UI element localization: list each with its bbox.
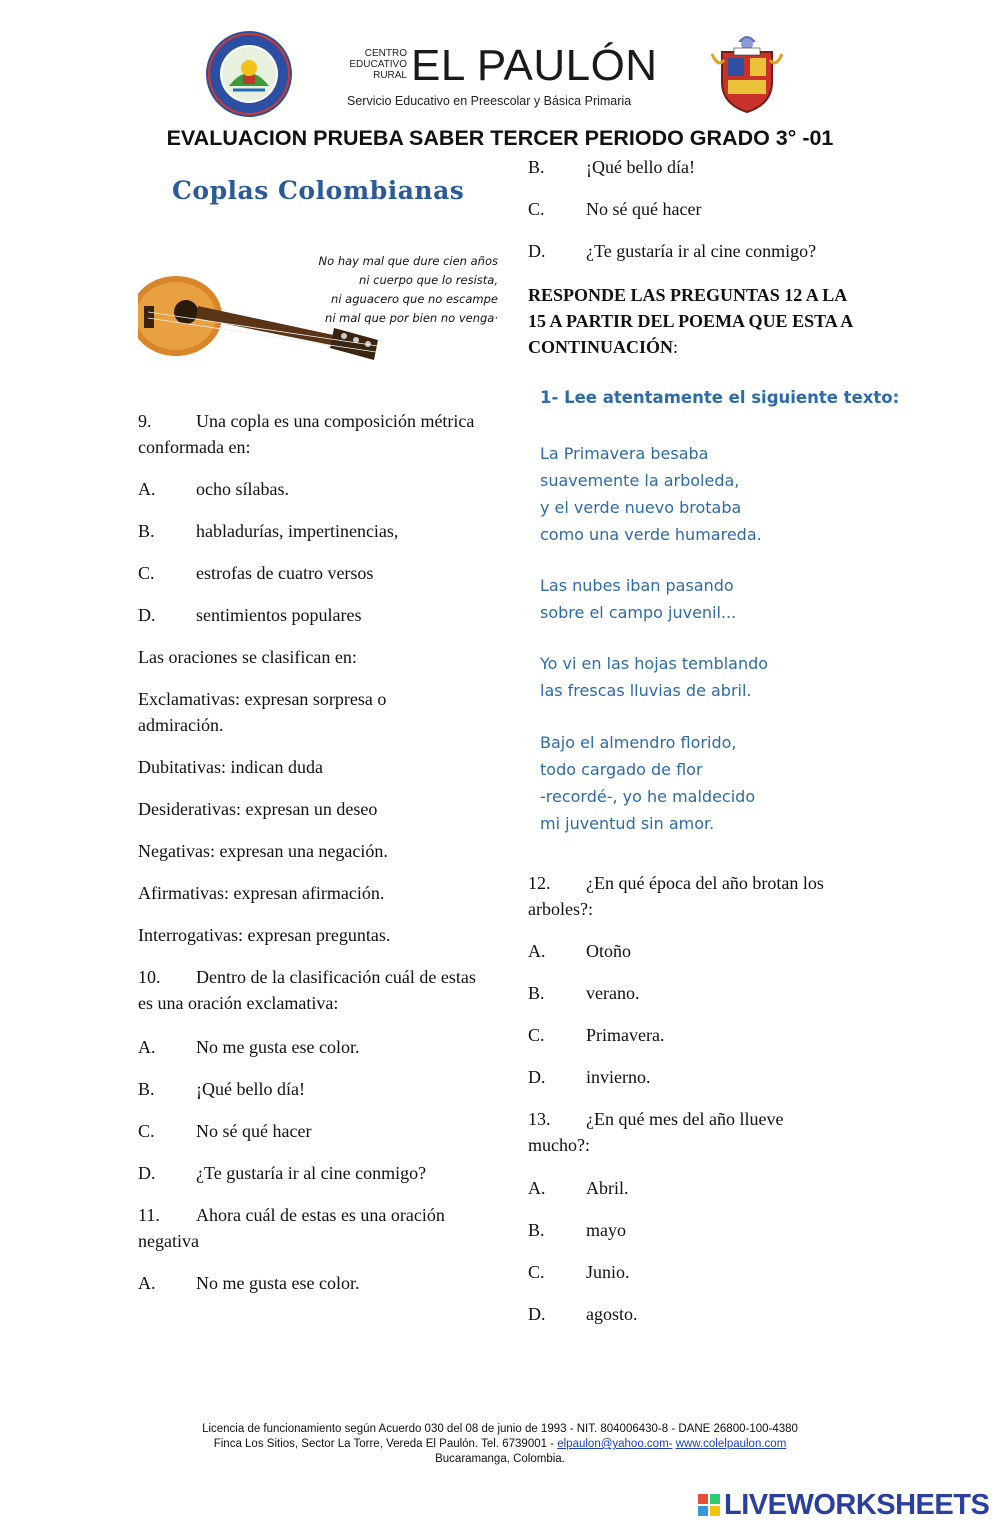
- q11-option-d[interactable]: D. ¿Te gustaría ir al cine conmigo?: [528, 241, 817, 261]
- q9-option-a[interactable]: A. ocho sílabas.: [138, 479, 289, 499]
- poem-heading: 1- Lee atentamente el siguiente texto:: [540, 388, 900, 407]
- question-9: 9. Una copla es una composición métrica conformada en:: [138, 411, 475, 457]
- q9-option-b[interactable]: B. habladurías, impertinencias,: [138, 521, 399, 541]
- brand-name: EL PAULÓN: [411, 41, 658, 90]
- info-exclamativas: Exclamativas: expresan sorpresa o admiración.: [138, 689, 387, 735]
- q9-option-d[interactable]: D. sentimientos populares: [138, 605, 362, 625]
- brand-small-text: CENTRO EDUCATIVO RURAL: [349, 48, 407, 81]
- liveworksheets-text: LIVEWORKSHEETS: [724, 1489, 990, 1521]
- poem-instructions: RESPONDE LAS PREGUNTAS 12 A LA 15 A PARTIR DEL POEMA QUE ESTA A CONTINUACIÓN:: [528, 285, 853, 357]
- info-dubitativas: Dubitativas: indican duda: [138, 757, 323, 777]
- poem-line: sobre el campo juvenil...: [540, 603, 737, 622]
- q11-option-c[interactable]: C. No sé qué hacer: [528, 199, 702, 219]
- poem-line: todo cargado de flor: [540, 760, 703, 779]
- coplas-title: Coplas Colombianas: [172, 176, 465, 205]
- q13-option-d[interactable]: D. agosto.: [528, 1304, 638, 1324]
- page-title: EVALUACION PRUEBA SABER TERCER PERIODO GRADO 3° -01: [166, 126, 834, 150]
- school-brand: [345, 42, 665, 112]
- liveworksheets-logo-icon: [698, 1494, 720, 1518]
- q12-option-d[interactable]: D. invierno.: [528, 1067, 651, 1087]
- coplas-image: [138, 168, 500, 390]
- q13-option-c[interactable]: C. Junio.: [528, 1262, 630, 1282]
- school-seal-logo: [205, 30, 293, 118]
- info-desiderativas: Desiderativas: expresan un deseo: [138, 799, 378, 819]
- poem-line: Bajo el almendro florido,: [540, 733, 737, 752]
- footer-address: Finca Los Sitios, Sector La Torre, Vereda El Paulón. Tel. 6739001 - elpaulon@yahoo.com- www.colelpaulon.com: [213, 1438, 787, 1450]
- footer-license: Licencia de funcionamiento según Acuerdo 030 del 08 de junio de 1993 - NIT. 804006430-8 - DANE 26800-100-4380: [202, 1423, 798, 1435]
- poem-line: suavemente la arboleda,: [540, 471, 740, 490]
- q10-option-a[interactable]: A. No me gusta ese color.: [138, 1037, 360, 1057]
- q13-option-a[interactable]: A. Abril.: [528, 1178, 629, 1198]
- brand-subtitle: Servicio Educativo en Preescolar y Básica Primaria: [347, 94, 632, 108]
- footer: [100, 1422, 900, 1467]
- q12-option-a[interactable]: A. Otoño: [528, 941, 631, 961]
- question-13: 13. ¿En qué mes del año llueve mucho?:: [528, 1109, 784, 1155]
- coplas-verse: No hay mal que dure cien años ni cuerpo que lo resista, ni aguacero que no escampe ni mal que por bien no venga·: [318, 254, 498, 325]
- info-heading: Las oraciones se clasifican en:: [138, 647, 357, 667]
- poem-image: [530, 382, 900, 842]
- poem-line: -recordé-, yo he maldecido: [540, 787, 756, 806]
- q13-option-b[interactable]: B. mayo: [528, 1220, 626, 1240]
- poem-line: y el verde nuevo brotaba: [540, 498, 742, 517]
- info-afirmativas: Afirmativas: expresan afirmación.: [138, 883, 385, 903]
- question-10: 10. Dentro de la clasificación cuál de estas es una oración exclamativa:: [138, 967, 476, 1013]
- q10-option-d[interactable]: D. ¿Te gustaría ir al cine conmigo?: [138, 1163, 427, 1183]
- q12-option-c[interactable]: C. Primavera.: [528, 1025, 665, 1045]
- poem-line: las frescas lluvias de abril.: [540, 681, 752, 700]
- question-12: 12. ¿En qué época del año brotan los arboles?:: [528, 873, 824, 919]
- q12-option-b[interactable]: B. verano.: [528, 983, 640, 1003]
- poem-line: La Primavera besaba: [540, 444, 709, 463]
- footer-website-link[interactable]: www.colelpaulon.com: [675, 1438, 787, 1450]
- q11-option-b[interactable]: B. ¡Qué bello día!: [528, 157, 695, 177]
- footer-email-link[interactable]: elpaulon@yahoo.com-: [557, 1438, 673, 1450]
- municipal-crest-logo: [708, 30, 786, 114]
- q10-option-b[interactable]: B. ¡Qué bello día!: [138, 1079, 305, 1099]
- poem-line: Yo vi en las hojas temblando: [540, 654, 769, 673]
- liveworksheets-watermark: [698, 1488, 996, 1522]
- q9-option-c[interactable]: C. estrofas de cuatro versos: [138, 563, 374, 583]
- poem-line: como una verde humareda.: [540, 525, 762, 544]
- question-11: 11. Ahora cuál de estas es una oración negativa: [138, 1205, 445, 1251]
- info-negativas: Negativas: expresan una negación.: [138, 841, 388, 861]
- footer-city: Bucaramanga, Colombia.: [435, 1453, 565, 1465]
- q10-option-c[interactable]: C. No sé qué hacer: [138, 1121, 312, 1141]
- poem-line: Las nubes iban pasando: [540, 576, 734, 595]
- poem-line: mi juventud sin amor.: [540, 814, 715, 833]
- q11-option-a[interactable]: A. No me gusta ese color.: [138, 1273, 360, 1293]
- info-interrogativas: Interrogativas: expresan preguntas.: [138, 925, 391, 945]
